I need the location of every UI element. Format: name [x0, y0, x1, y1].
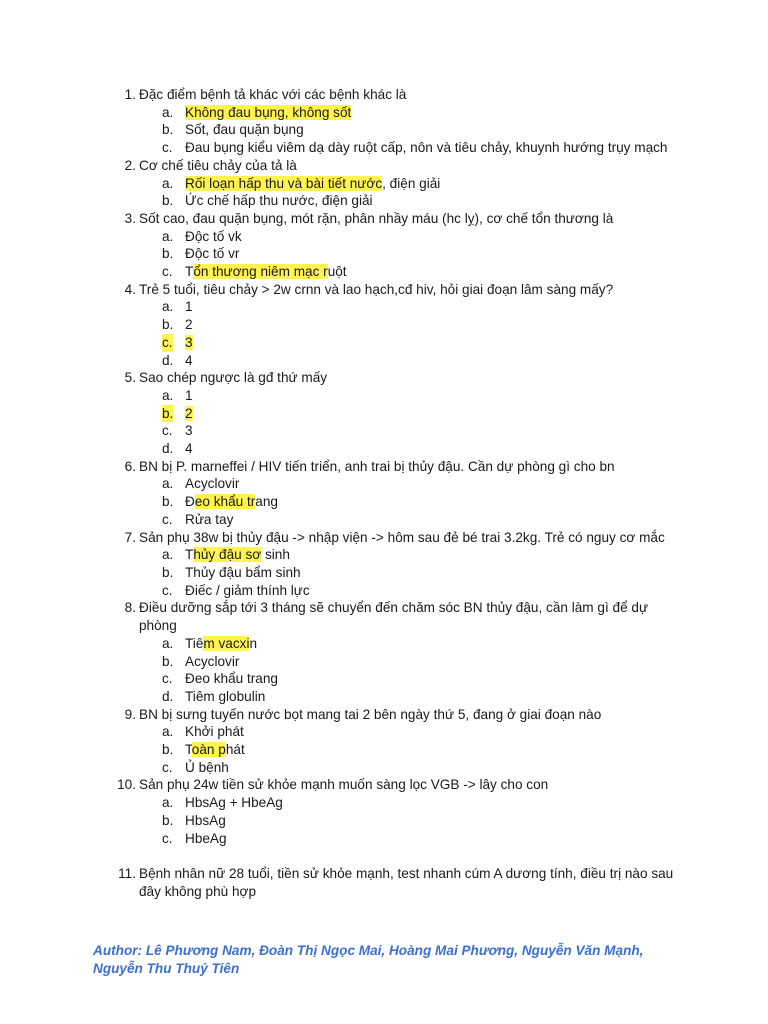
option-text-part: Rửa tay [185, 511, 234, 527]
option-text-part: uột [327, 264, 347, 280]
question-text: Sản phụ 38w bị thủy đậu -> nhập viện -> hôm sau đẻ bé trai 3.2kg. Trẻ có nguy cơ mắc [139, 529, 665, 545]
option-text-part: Tiê [185, 635, 204, 651]
highlighted-answer: Không đau bụng, không sốt [185, 104, 352, 120]
question-number: 9. [124, 706, 136, 722]
option-text [185, 193, 373, 208]
highlighted-answer: oàn p [191, 742, 226, 758]
option-text [185, 795, 283, 810]
option-text-part: Acyclovir [185, 476, 240, 492]
option-text [185, 512, 233, 527]
option-letter: c. [162, 423, 173, 439]
answer-option [0, 352, 768, 370]
answer-option [0, 653, 768, 671]
answer-option [0, 263, 768, 281]
answer-option [0, 422, 768, 440]
option-letter: d. [162, 441, 174, 457]
option-text [185, 353, 193, 368]
option-letter: b. [162, 494, 174, 510]
question [0, 865, 768, 900]
option-text-part: Ủ bệnh [185, 759, 229, 775]
option-letter: a. [162, 724, 174, 740]
question-text: Bệnh nhân nữ 28 tuổi, tiền sử khỏe mạnh, test nhanh cúm A dương tính, điều trị nào sau đây không phù hợp [139, 865, 674, 899]
option-letter: b. [162, 405, 174, 421]
answer-option [0, 635, 768, 653]
question-number: 11. [118, 865, 136, 881]
answer-option [0, 830, 768, 848]
option-text-part: Độc tố vr [185, 246, 240, 262]
option-text-part: ang [255, 494, 278, 510]
option-text [185, 671, 278, 686]
question-number: 8. [124, 600, 136, 616]
option-text [185, 176, 440, 191]
option-text [185, 476, 239, 491]
answer-option [0, 546, 768, 564]
option-text-part: HbsAg + HbeAg [185, 795, 283, 811]
answer-option [0, 245, 768, 263]
question-number: 4. [124, 281, 136, 297]
option-letter: a. [162, 175, 174, 191]
highlighted-answer: ổn thương niêm mạc r [193, 264, 328, 280]
highlighted-answer: m vacxi [203, 635, 250, 651]
option-letter: c. [162, 830, 173, 846]
option-text-part: 4 [185, 441, 193, 457]
answer-option [0, 121, 768, 139]
option-letter: b. [162, 653, 174, 669]
question [0, 86, 768, 104]
option-text-part: , điện giải [382, 175, 441, 191]
author-credit: Author: Lê Phương Nam, Đoàn Thị Ngọc Mai, Hoàng Mai Phương, Nguyễn Văn Mạnh, Nguyễn Thu Thuỷ Tiên [93, 943, 644, 976]
option-letter: b. [162, 317, 174, 333]
question-number: 5. [124, 370, 136, 386]
option-text-part: Đ [185, 494, 195, 510]
question [0, 458, 768, 476]
option-text [185, 654, 239, 669]
answer-option [0, 582, 768, 600]
question-number: 1. [124, 87, 136, 102]
option-text-part: Khởi phát [185, 724, 244, 740]
option-text-part: Thủy đậu bẩm sinh [185, 564, 301, 580]
option-text [185, 494, 278, 509]
question [0, 706, 768, 724]
answer-option [0, 316, 768, 334]
question [0, 599, 768, 634]
option-letter: b. [162, 564, 174, 580]
option-letter: a. [162, 635, 174, 651]
option-text [185, 547, 290, 562]
blank-line [0, 847, 768, 865]
highlighted-answer: hủy đậu sơ [193, 547, 262, 563]
option-text [185, 441, 193, 456]
option-text-part: hát [225, 742, 245, 758]
answer-option [0, 139, 768, 157]
question-text: Sản phụ 24w tiền sử khỏe mạnh muốn sàng lọc VGB -> lây cho con [139, 777, 549, 793]
option-text-part: Ức chế hấp thu nước, điện giải [185, 193, 373, 209]
option-letter: c. [162, 671, 173, 687]
option-text [185, 636, 257, 651]
option-text [185, 724, 244, 739]
answer-option [0, 688, 768, 706]
option-letter: a. [162, 795, 174, 811]
answer-option [0, 405, 768, 423]
option-text-part: Sốt, đau quặn bụng [185, 122, 304, 138]
question [0, 776, 768, 794]
option-text-part: Acyclovir [185, 653, 240, 669]
question-text: Trẻ 5 tuổi, tiêu chảy > 2w crnn và lao hạch,cđ hiv, hỏi giai đoạn lâm sàng mấy? [139, 281, 614, 297]
option-text [185, 264, 347, 279]
answer-option [0, 475, 768, 493]
option-text [185, 229, 242, 244]
option-text-part: Độc tố vk [185, 228, 242, 244]
option-letter: c. [162, 582, 173, 598]
option-text-part: T [185, 547, 194, 563]
option-text [185, 388, 193, 403]
option-letter: b. [162, 246, 174, 262]
question-number: 10. [117, 777, 136, 793]
question-text: Đặc điểm bệnh tả khác với các bệnh khác là [139, 87, 407, 102]
option-letter: c. [162, 511, 173, 527]
option-text [185, 583, 310, 598]
option-text-part: HbeAg [185, 830, 227, 846]
option-text-part: 3 [185, 423, 193, 439]
option-text-part: 1 [185, 299, 193, 315]
answer-option [0, 812, 768, 830]
highlighted-answer: eo khẩu tr [194, 494, 256, 510]
option-text [185, 246, 239, 261]
option-text [185, 831, 227, 846]
question-text: BN bị P. marneffei / HIV tiến triển, anh trai bị thủy đậu. Cần dự phòng gì cho bn [139, 458, 615, 474]
option-text-part: 1 [185, 387, 193, 403]
option-text [185, 122, 304, 137]
answer-option [0, 440, 768, 458]
option-letter: c. [162, 264, 173, 280]
option-letter: a. [162, 299, 174, 315]
option-text [185, 423, 193, 438]
question-text: Sốt cao, đau quặn bụng, mót rặn, phân nhầy máu (hc lỵ), cơ chế tổn thương là [139, 210, 614, 226]
option-text-part: Tiêm globulin [185, 688, 266, 704]
question-list [0, 86, 768, 900]
answer-option [0, 298, 768, 316]
option-letter: b. [162, 193, 174, 209]
option-letter: a. [162, 476, 174, 492]
option-letter: a. [162, 228, 174, 244]
option-text-part: T [185, 264, 194, 280]
option-letter: d. [162, 352, 174, 368]
question [0, 529, 768, 547]
option-letter: b. [162, 742, 174, 758]
question-text: Điều dưỡng sắp tới 3 tháng sẽ chuyển đến chăm sóc BN thủy đậu, cần làm gì để dự phòng [139, 600, 649, 634]
answer-option [0, 511, 768, 529]
answer-option [0, 192, 768, 210]
option-text [185, 299, 193, 314]
question-number: 2. [124, 157, 136, 173]
answer-option [0, 228, 768, 246]
question-text: Cơ chế tiêu chảy của tả là [139, 157, 297, 173]
option-letter: c. [162, 140, 173, 156]
option-text-part: Đau bụng kiểu viêm dạ dày ruột cấp, nôn và tiêu chảy, khuynh hướng trụy mạch [185, 140, 668, 156]
highlighted-answer: 2 [185, 405, 193, 421]
option-text-part: sinh [261, 547, 290, 563]
option-letter: a. [162, 547, 174, 563]
option-text-part: 2 [185, 317, 193, 333]
answer-option [0, 493, 768, 511]
option-text-part: n [249, 635, 258, 651]
option-letter: c. [162, 334, 173, 350]
option-letter: a. [162, 104, 174, 120]
answer-option [0, 387, 768, 405]
answer-option [0, 564, 768, 582]
option-letter: d. [162, 688, 174, 704]
question [0, 281, 768, 299]
option-text-part: 4 [185, 352, 193, 368]
option-text-part: T [185, 742, 192, 758]
option-text [185, 813, 226, 828]
option-text [185, 317, 193, 332]
option-text [185, 565, 301, 580]
question [0, 369, 768, 387]
option-text [185, 689, 265, 704]
answer-option [0, 670, 768, 688]
question-number: 6. [124, 458, 136, 474]
question [0, 157, 768, 175]
highlighted-answer: Rối loạn hấp thu và bài tiết nước [185, 175, 383, 191]
option-text-part: HbsAg [185, 812, 226, 828]
option-letter: b. [162, 122, 174, 138]
question-number: 7. [124, 529, 136, 545]
highlighted-answer: 3 [185, 334, 193, 350]
option-text [185, 406, 193, 421]
answer-option [0, 723, 768, 741]
answer-option [0, 104, 768, 122]
answer-option [0, 334, 768, 352]
question-number: 3. [124, 210, 136, 226]
option-text-part: Điếc / giảm thính lực [185, 582, 310, 598]
option-letter: c. [162, 759, 173, 775]
option-text-part: Đeo khẩu trang [185, 671, 278, 687]
answer-option [0, 794, 768, 812]
question [0, 210, 768, 228]
answer-option [0, 741, 768, 759]
question-text: BN bị sưng tuyến nước bọt mang tai 2 bên ngày thứ 5, đang ở giai đoạn nào [139, 706, 602, 722]
question-text: Sao chép ngược là gđ thứ mấy [139, 370, 328, 386]
option-text [185, 140, 668, 155]
option-letter: a. [162, 387, 174, 403]
option-text [185, 335, 193, 350]
option-text [185, 105, 351, 120]
option-text [185, 760, 229, 775]
option-letter: b. [162, 812, 174, 828]
answer-option [0, 759, 768, 777]
option-text [185, 742, 245, 757]
answer-option [0, 175, 768, 193]
